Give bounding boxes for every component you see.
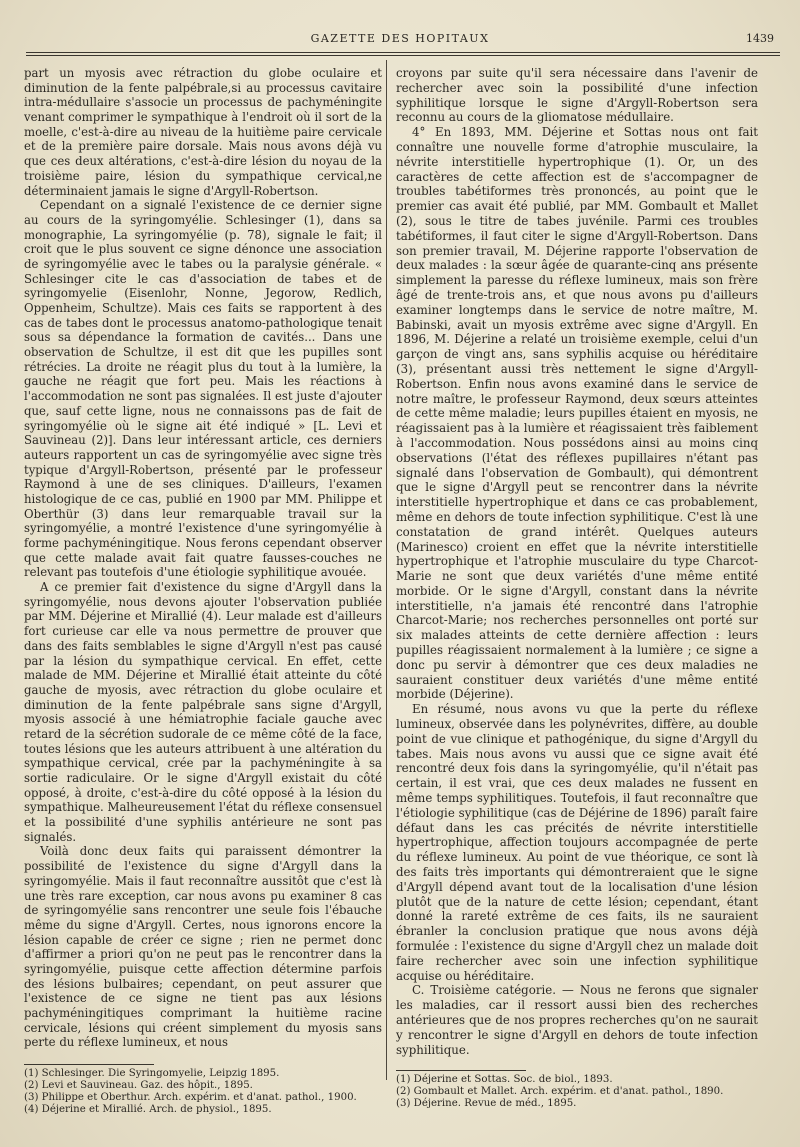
right-paragraph-3: En résumé, nous avons vu que la perte du réflexe lumineux, observée dans les polynévrites, diffère, au double point de vue clinique et pathogénique, du signe d'Argyll du tabes. Mais nous avons vu aussi que ce signe avait été rencontré deux fois dans la syringomyélie, qu'il n'était pas certain, il est vrai, que ces deux malades ne fussent en même temps syphilitiques. Toutefois, il faut reconnaître que l'étiologie syphilitique (cas de Déjérine de 1896) paraît faire défaut dans les cas précités de névrite interstitielle hypertrophique, affection toujours accompagnée de perte du réflexe lumineux. Au point de vue théorique, ce sont là des faits très importants qui démontreraient que le signe d'Argyll dépend avant tout de la localisation d'une lésion plutôt que de la nature de cette lésion; cependant, étant donné la rareté extrême de ces faits, ils ne sauraient ébranler la conclusion pratique que nous avons déjà formulée : l'existence du signe d'Argyll chez un malade doit faire rechercher avec soin une infection syphilitique acquise ou héréditaire. <box>396 702 758 983</box>
left-paragraph-1: part un myosis avec rétraction du globe oculaire et diminution de la fente palpébrale,si au processus cavitaire intra-médullaire s'associe un processus de pachyméningite venant comprimer le sympathique à l'endroit où il sort de la moelle, c'est-à-dire au niveau de la huitième paire cervicale et de la première paire dorsale. Mais nous avons déjà vu que ces deux altérations, c'est-à-dire lésion du noyau de la troisième paire, lésion du sympathique cervical,ne déterminaient jamais le signe d'Argyll-Robertson. <box>24 66 382 198</box>
right-column <box>396 66 758 1057</box>
footnote-rule-left <box>24 1064 154 1065</box>
column-divider <box>386 60 387 1080</box>
left-paragraph-4: Voilà donc deux faits qui paraissent démontrer la possibilité de l'existence du signe d'Argyll dans la syringomyélie. Mais il faut reconnaître aussitôt que c'est là une très rare exception, car nous avons pu examiner 8 cas de syringomyélie sans rencontrer une seule fois l'ébauche même du signe d'Argyll. Certes, nous ignorons encore la lésion capable de créer ce signe ; rien ne permet donc d'affirmer a priori qu'on ne peut pas le rencontrer dans la syringomyélie, puisque cette affection détermine parfois des lésions bulbaires; cependant, on peut assurer que l'existence de ce signe ne tient pas aux lésions pachyméningitiques comprimant la huitième racine cervicale, lésions qui créent simplement du myosis sans perte du réflexe lumineux, et nous <box>24 844 382 1050</box>
header-rule <box>26 52 780 56</box>
right-paragraph-4: C. Troisième catégorie. — Nous ne ferons que signaler les maladies, car il ressort aussi bien des recherches antérieures que de nos propres recherches qu'on ne saurait y rencontrer le signe d'Argyll en dehors de toute infection syphilitique. <box>396 983 758 1057</box>
journal-title: GAZETTE DES HOPITAUX <box>310 32 490 45</box>
page-number: 1439 <box>746 32 774 45</box>
left-paragraph-2: Cependant on a signalé l'existence de ce dernier signe au cours de la syringomyélie. Schlesinger (1), dans sa monographie, La syringomyélie (p. 78), signale le fait; il croit que le plus souvent ce signe dénonce une association de syringomyélie avec le tabes ou la paralysie générale. « Schlesinger cite le cas d'association de tabes et de syringomyelie (Eisenlohr, Nonne, Jegorow, Redlich, Oppenheim, Schultze). Mais ces faits se rapportent à des cas de tabes dont le processus anatomo-pathologique tenait sous sa dépendance la formation de cavités... Dans une observation de Schultze, il est dit que les pupilles sont rétrécies. La droite ne réagit plus du tout à la lumière, la gauche ne réagit que fort peu. Mais les réactions à l'accommodation ne sont pas signalées. Il est juste d'ajouter que, sauf cette ligne, nous ne connaissons pas de fait de syringomyélie où le signe ait été indiqué » [L. Levi et Sauvineau (2)]. Dans leur intéressant article, ces derniers auteurs rapportent un cas de syringomyélie avec signe très typique d'Argyll-Robertson, présenté par le professeur Raymond à une de ses cliniques. D'ailleurs, l'examen histologique de ce cas, publié en 1900 par MM. Philippe et Oberthür (3) dans leur remarquable travail sur la syringomyélie, a montré l'existence d'une syringomyélie à forme pachyméningitique. Nous ferons cependant observer que cette malade avait fait quatre fausses-couches ne relevant pas toutefois d'une étiologie syphilitique avouée. <box>24 198 382 580</box>
footnote-right-2: (2) Gombault et Mallet. Arch. expérim. et d'anat. pathol., 1890. <box>396 1086 724 1097</box>
page-header <box>24 30 776 52</box>
right-paragraph-1: croyons par suite qu'il sera nécessaire dans l'avenir de rechercher avec soin la possibilité d'une infection syphilitique lorsque le signe d'Argyll-Robertson sera reconnu au cours de la gliomatose médullaire. <box>396 66 758 125</box>
right-paragraph-2: 4° En 1893, MM. Déjerine et Sottas nous ont fait connaître une nouvelle forme d'atrophie musculaire, la névrite interstitielle hypertrophique (1). Or, un des caractères de cette affection est de s'accompagner de troubles tabétiformes très prononcés, au point que le premier cas avait été publié, par MM. Gombault et Mallet (2), sous le titre de tabes juvénile. Parmi ces troubles tabétiformes, il faut citer le signe d'Argyll-Robertson. Dans son premier travail, M. Déjerine rapporte l'observation de deux malades : la sœur âgée de quarante-cinq ans présente simplement la paresse du réflexe lumineux, mais son frère âgé de trente-trois ans, et que nous avons pu d'ailleurs examiner longtemps dans le service de notre maître, M. Babinski, avait un myosis extrême avec signe d'Argyll. En 1896, M. Déjerine a relaté un troisième exemple, celui d'un garçon de vingt ans, sans syphilis acquise ou héréditaire (3), présentant aussi très nettement le signe d'Argyll-Robertson. Enfin nous avons examiné dans le service de notre maître, le professeur Raymond, deux sœurs atteintes de cette même maladie; leurs pupilles étaient en myosis, ne réagissaient pas à la lumière et réagissaient très faiblement à l'accommodation. Nous possédons ainsi au moins cinq observations (l'état des réflexes pupillaires n'étant pas signalé dans l'observation de Gombault), qui démontrent que le signe d'Argyll peut se rencontrer dans la névrite interstitielle hypertrophique et dans ce cas probablement, même en dehors de toute infection syphilitique. C'est là une constatation de grand intérêt. Quelques auteurs (Marinesco) croient en effet que la névrite interstitielle hypertrophique et l'atrophie musculaire du type Charcot-Marie ne sont que deux variétés d'une même entité morbide. Or le signe d'Argyll, constant dans la névrite interstitielle, n'a jamais été rencontré dans l'atrophie Charcot-Marie; nos recherches personnelles ont porté sur six malades atteints de cette dernière affection : leurs pupilles réagissaient normalement à la lumière ; ce signe a donc pu servir à démontrer que ces deux maladies ne sauraient constituer deux variétés d'une même entité morbide (Déjerine). <box>396 125 758 702</box>
left-paragraph-3: A ce premier fait d'existence du signe d'Argyll dans la syringomyélie, nous devons ajouter l'observation publiée par MM. Déjerine et Mirallié (4). Leur malade est d'ailleurs fort curieuse car elle va nous permettre de prouver que dans des faits semblables le signe d'Argyll n'est pas causé par la lésion du sympathique cervical. En effet, cette malade de MM. Déjerine et Mirallié était atteinte du côté gauche de myosis, avec rétraction du globe oculaire et diminution de la fente palpébrale sans signe d'Argyll, myosis associé à une hémiatrophie faciale gauche avec retard de la sécrétion sudorale de ce même côté de la face, toutes lésions que les auteurs attribuent à une altération du sympathique cervical, crée par la pachyméningite à sa sortie radiculaire. Or le signe d'Argyll existait du côté opposé, à droite, c'est-à-dire du côté opposé à la lésion du sympathique. Malheureusement l'état du réflexe consensuel et la possibilité d'une syphilis antérieure ne sont pas signalés. <box>24 580 382 844</box>
footnotes-right <box>396 1074 723 1110</box>
footnote-left-4: (4) Déjerine et Mirallié. Arch. de physiol., 1895. <box>24 1104 272 1115</box>
footnote-right-1: (1) Déjerine et Sottas. Soc. de biol., 1893. <box>396 1074 613 1085</box>
footnote-rule-right <box>396 1070 526 1071</box>
footnote-left-1: (1) Schlesinger. Die Syringomyelie, Leipzig 1895. <box>24 1068 280 1079</box>
footnote-right-3: (3) Déjerine. Revue de méd., 1895. <box>396 1098 577 1109</box>
footnotes-left <box>24 1068 357 1116</box>
footnote-left-2: (2) Levi et Sauvineau. Gaz. des hôpit., 1895. <box>24 1080 253 1091</box>
footnote-left-3: (3) Philippe et Oberthur. Arch. expérim. et d'anat. pathol., 1900. <box>24 1092 357 1103</box>
left-column <box>24 66 382 1050</box>
